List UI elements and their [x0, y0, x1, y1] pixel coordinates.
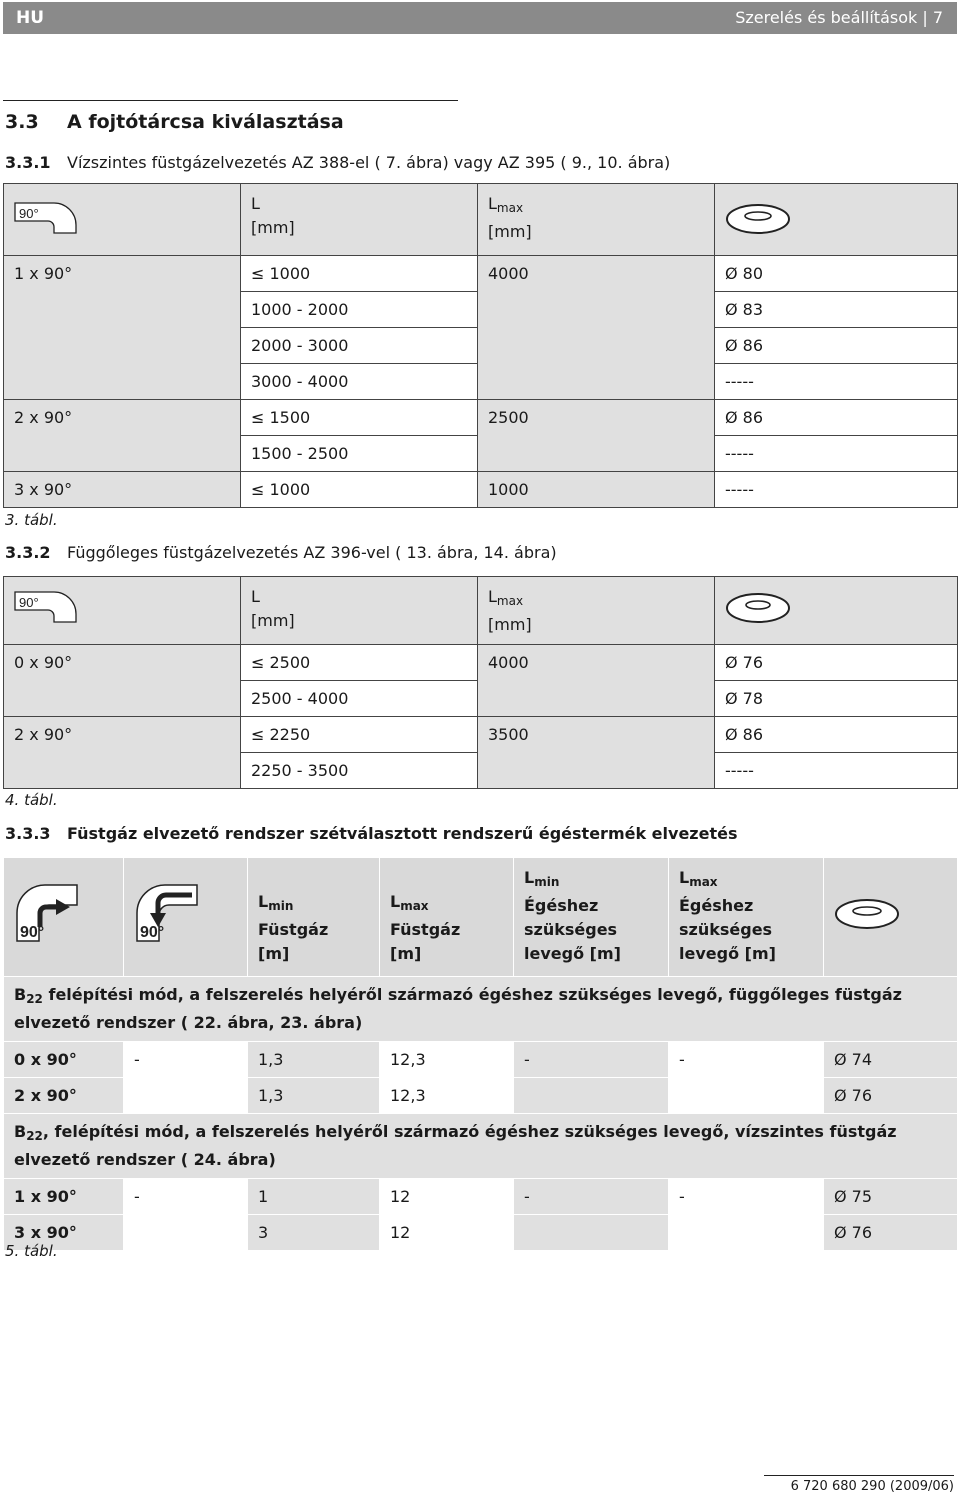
d-cell: Ø 80 — [715, 256, 958, 292]
cell: - — [514, 1042, 669, 1078]
elbow-90-icon — [14, 589, 78, 623]
subsection-text: Füstgáz elvezető rendszer szétválasztott rendszerű égéstermék elvezetés — [67, 824, 738, 843]
bend-cell: 2 x 90° — [4, 1078, 124, 1114]
d-cell: Ø 76 — [715, 645, 958, 681]
mode-b22-vertical-row: $B_{22}$ felépítési mód, a felszerelés helyéről származó égéshez szükséges levegő, függőleges füstgáz elvezető rendszer ( 22. ábra, 23. ábra) — [4, 977, 958, 1042]
col-lmax-header: $L_{max}$ [mm] — [478, 577, 715, 645]
lmax-cell: 2500 — [478, 400, 715, 436]
cell: - — [669, 1042, 824, 1078]
lmax-cell — [478, 681, 715, 717]
subsection-number: 3.3.1 — [5, 153, 51, 172]
d-cell: ----- — [715, 364, 958, 400]
bend-icon-cell — [4, 184, 241, 256]
bend-cell — [4, 292, 241, 328]
bend-cell: 3 x 90° — [4, 1215, 124, 1251]
section-title-text: A fojtótárcsa kiválasztása — [67, 111, 344, 133]
subsection-text: Függőleges füstgázelvezetés AZ 396-vel ( 13. ábra, 14. ábra) — [67, 543, 557, 562]
cell: Ø 76 — [824, 1078, 958, 1114]
lmax-cell: 3500 — [478, 717, 715, 753]
elbow-arrow-down-icon — [134, 881, 200, 943]
col-lmin-flue-header: $L_{min}$ Füstgáz [m] — [248, 858, 380, 977]
language-code: HU — [16, 8, 45, 28]
l-cell: 2500 - 4000 — [241, 681, 478, 717]
l-cell: ≤ 2500 — [241, 645, 478, 681]
mode-b22-horizontal-row: $B_{22}$, felépítési mód, a felszerelés helyéről származó égéshez szükséges levegő, vízszintes füstgáz elvezető rendszer ( 24. ábra) — [4, 1114, 958, 1179]
cell: - — [124, 1042, 248, 1078]
table-caption: 5. tábl. — [5, 1242, 58, 1260]
cell — [514, 1078, 669, 1114]
cell: - — [124, 1179, 248, 1215]
bend-cell — [4, 328, 241, 364]
subsection-text: Vízszintes füstgázelvezetés AZ 388-el ( 7. ábra) vagy AZ 395 ( 9., 10. ábra) — [67, 153, 671, 172]
cell: 1 — [248, 1179, 380, 1215]
flue-up-icon-cell — [4, 858, 124, 977]
cell: 12,3 — [380, 1042, 514, 1078]
cell: 3 — [248, 1215, 380, 1251]
bend-cell: 1 x 90° — [4, 256, 241, 292]
col-lmax-flue-header: $L_{max}$ Füstgáz [m] — [380, 858, 514, 977]
d-cell: Ø 86 — [715, 328, 958, 364]
subsection-heading-3 — [5, 824, 737, 843]
bend-cell: 2 x 90° — [4, 717, 241, 753]
section-number: 3.3 — [5, 111, 39, 133]
table-5 — [3, 857, 958, 1251]
cell — [124, 1078, 248, 1114]
d-cell: ----- — [715, 753, 958, 789]
l-cell: 1000 - 2000 — [241, 292, 478, 328]
page-header — [3, 2, 957, 34]
cell: 12,3 — [380, 1078, 514, 1114]
d-cell: ----- — [715, 436, 958, 472]
l-cell: ≤ 1500 — [241, 400, 478, 436]
col-l-header: L [mm] — [241, 577, 478, 645]
table-4 — [3, 576, 958, 789]
cell: 1,3 — [248, 1042, 380, 1078]
col-lmin-air-header: $L_{min}$ Égéshez szükséges levegő [m] — [514, 858, 669, 977]
cell: 12 — [380, 1215, 514, 1251]
lmax-cell — [478, 436, 715, 472]
table-caption: 3. tábl. — [5, 511, 58, 529]
washer-icon — [725, 591, 791, 625]
svg-text:90°: 90° — [140, 923, 165, 941]
washer-icon — [725, 202, 791, 236]
l-cell: ≤ 1000 — [241, 472, 478, 508]
washer-icon-cell — [715, 184, 958, 256]
bend-cell — [4, 364, 241, 400]
col-l-header: L [mm] — [241, 184, 478, 256]
l-cell: 3000 - 4000 — [241, 364, 478, 400]
bend-cell: 1 x 90° — [4, 1179, 124, 1215]
lmax-cell — [478, 753, 715, 789]
bend-cell: 2 x 90° — [4, 400, 241, 436]
lmax-cell — [478, 292, 715, 328]
table-caption: 4. tábl. — [5, 791, 58, 809]
subsection-heading-2 — [5, 543, 557, 562]
svg-text:90°: 90° — [19, 206, 39, 221]
lmax-cell — [478, 328, 715, 364]
col-lmax-header: $L_{max}$ [mm] — [478, 184, 715, 256]
washer-icon — [834, 897, 900, 931]
washer-icon-cell — [715, 577, 958, 645]
cell — [669, 1215, 824, 1251]
lmax-cell — [478, 364, 715, 400]
bend-cell: 3 x 90° — [4, 472, 241, 508]
d-cell: Ø 86 — [715, 717, 958, 753]
bend-icon-cell — [4, 577, 241, 645]
section-heading — [5, 111, 344, 133]
bend-cell: 0 x 90° — [4, 1042, 124, 1078]
cell: - — [669, 1179, 824, 1215]
elbow-arrow-up-icon — [14, 881, 80, 943]
l-cell: ≤ 2250 — [241, 717, 478, 753]
lmax-cell: 4000 — [478, 256, 715, 292]
table-3 — [3, 183, 958, 508]
washer-icon-cell — [824, 858, 958, 977]
section-title: Szerelés és beállítások | 7 — [735, 8, 943, 27]
cell — [514, 1215, 669, 1251]
subsection-number: 3.3.2 — [5, 543, 51, 562]
d-cell: ----- — [715, 472, 958, 508]
d-cell: Ø 83 — [715, 292, 958, 328]
cell: 1,3 — [248, 1078, 380, 1114]
lmax-cell: 1000 — [478, 472, 715, 508]
l-cell: 2250 - 3500 — [241, 753, 478, 789]
l-cell: 1500 - 2500 — [241, 436, 478, 472]
cell: Ø 74 — [824, 1042, 958, 1078]
bend-cell — [4, 681, 241, 717]
cell — [124, 1215, 248, 1251]
bend-cell — [4, 753, 241, 789]
cell — [669, 1078, 824, 1114]
l-cell: 2000 - 3000 — [241, 328, 478, 364]
lmax-cell: 4000 — [478, 645, 715, 681]
air-in-icon-cell — [124, 858, 248, 977]
document-number: 6 720 680 290 (2009/06) — [764, 1475, 954, 1494]
bend-cell — [4, 436, 241, 472]
cell: Ø 76 — [824, 1215, 958, 1251]
cell: Ø 75 — [824, 1179, 958, 1215]
cell: - — [514, 1179, 669, 1215]
d-cell: Ø 86 — [715, 400, 958, 436]
subsection-heading-1 — [5, 153, 670, 172]
heading-rule — [3, 100, 458, 101]
l-cell: ≤ 1000 — [241, 256, 478, 292]
col-lmax-air-header: $L_{max}$ Égéshez szükséges levegő [m] — [669, 858, 824, 977]
bend-cell: 0 x 90° — [4, 645, 241, 681]
svg-text:90°: 90° — [20, 923, 45, 941]
d-cell: Ø 78 — [715, 681, 958, 717]
cell: 12 — [380, 1179, 514, 1215]
svg-text:90°: 90° — [19, 595, 39, 610]
elbow-90-icon — [14, 200, 78, 234]
subsection-number: 3.3.3 — [5, 824, 51, 843]
